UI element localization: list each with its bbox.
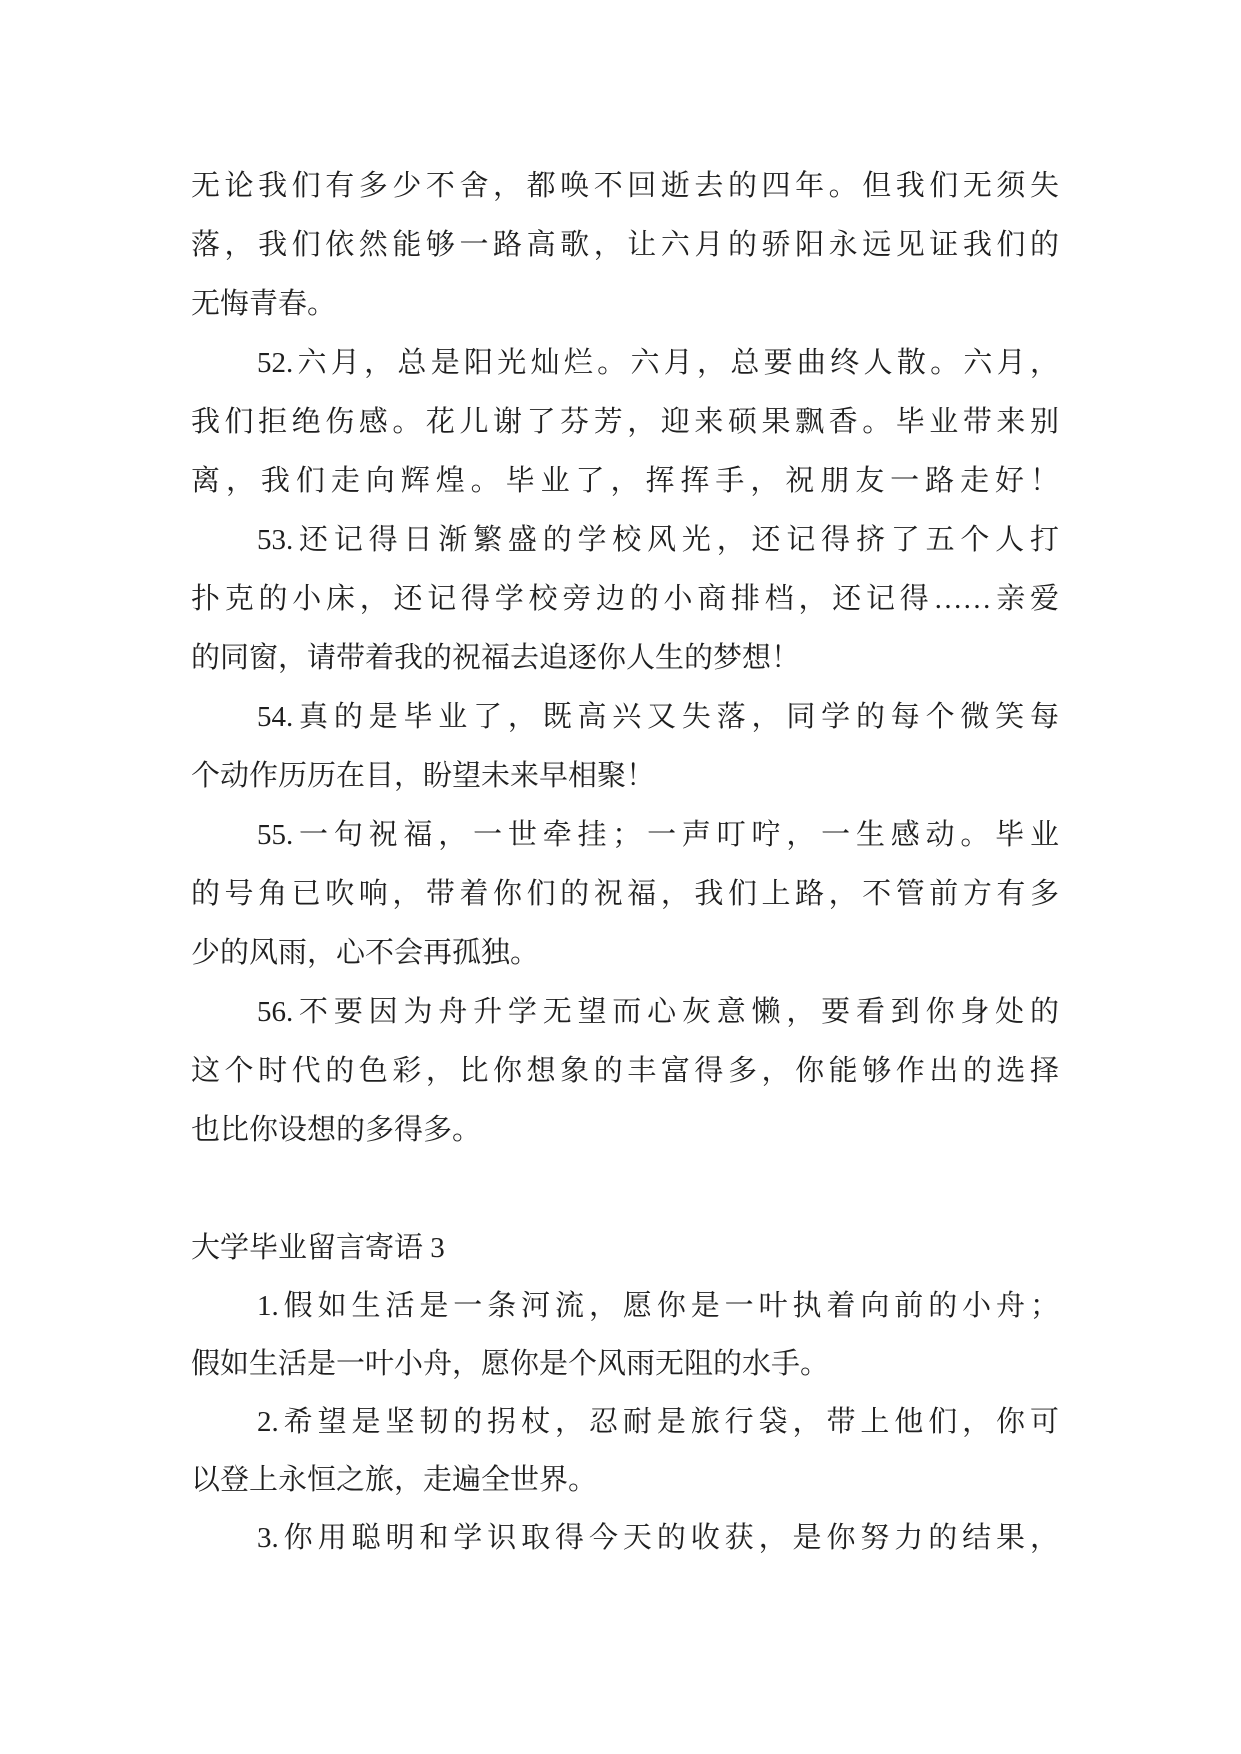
paragraph-3 — [191, 1509, 1059, 1567]
text-line: 离，我们走向辉煌。毕业了，挥挥手，祝朋友一路走好！ — [191, 465, 1059, 497]
text-line: 无悔青春。 — [191, 288, 337, 320]
text-line: 1.假如生活是一条河流，愿你是一叶执着向前的小舟； — [257, 1290, 1059, 1322]
text-line: 53.还记得日渐繁盛的学校风光，还记得挤了五个人打 — [257, 524, 1059, 556]
text-line: 的同窗，请带着我的祝福去追逐你人生的梦想！ — [191, 642, 801, 674]
text-line: 个动作历历在目，盼望未来早相聚！ — [191, 760, 656, 792]
text-line: 的号角已吹响，带着你们的祝福，我们上路，不管前方有多 — [191, 878, 1059, 910]
text-line: 以登上永恒之旅，走遍全世界。 — [191, 1464, 598, 1496]
paragraph-1 — [191, 1277, 1059, 1393]
paragraph-53 — [191, 511, 1059, 688]
text-line: 3.你用聪明和学识取得今天的收获，是你努力的结果， — [257, 1522, 1059, 1554]
text-line: 无论我们有多少不舍，都唤不回逝去的四年。但我们无须失 — [191, 170, 1059, 202]
text-line: 扑克的小床，还记得学校旁边的小商排档，还记得……亲爱 — [191, 583, 1059, 615]
paragraph-55 — [191, 806, 1059, 983]
text-line: 我们拒绝伤感。花儿谢了芬芳，迎来硕果飘香。毕业带来别 — [191, 406, 1059, 438]
text-line: 假如生活是一叶小舟，愿你是个风雨无阻的水手。 — [191, 1348, 830, 1380]
text-line: 52.六月，总是阳光灿烂。六月，总要曲终人散。六月， — [257, 347, 1059, 379]
paragraph-54 — [191, 688, 1059, 806]
text-line: 少的风雨，心不会再孤独。 — [191, 937, 540, 969]
text-line: 落，我们依然能够一路高歌，让六月的骄阳永远见证我们的 — [191, 229, 1059, 261]
paragraph-continued — [191, 157, 1059, 334]
text-line: 这个时代的色彩，比你想象的丰富得多，你能够作出的选择 — [191, 1055, 1059, 1087]
paragraph-56 — [191, 983, 1059, 1160]
text-line: 54.真的是毕业了，既高兴又失落，同学的每个微笑每 — [257, 701, 1059, 733]
section-heading: 大学毕业留言寄语 3 — [191, 1232, 445, 1264]
text-line: 56.不要因为舟升学无望而心灰意懒，要看到你身处的 — [257, 996, 1059, 1028]
continued-section — [191, 157, 1059, 1160]
text-line: 2.希望是坚韧的拐杖，忍耐是旅行袋，带上他们，你可 — [257, 1406, 1059, 1438]
blank-line — [191, 1160, 1059, 1219]
page-content — [191, 157, 1059, 1567]
paragraph-2 — [191, 1393, 1059, 1509]
paragraph-52 — [191, 334, 1059, 511]
section-3 — [191, 1219, 1059, 1567]
text-line: 55.一句祝福，一世牵挂；一声叮咛，一生感动。毕业 — [257, 819, 1059, 851]
text-line: 也比你设想的多得多。 — [191, 1114, 482, 1146]
